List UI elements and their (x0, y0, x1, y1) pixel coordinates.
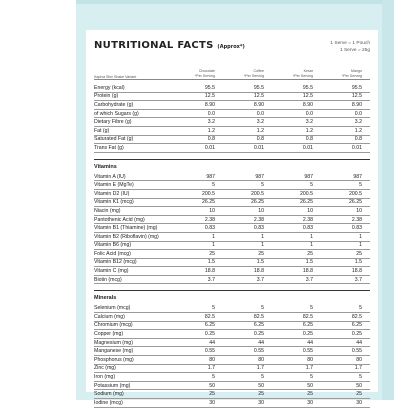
nutrient-label: Niacin (mg) (94, 207, 121, 214)
nutrient-value: 18.8 (204, 268, 215, 275)
nutrient-value: 0.8 (256, 136, 264, 143)
nutrient-label: Folic Acid (mcg) (94, 250, 131, 257)
column-name: Coffee (253, 69, 264, 74)
nutrient-value: 1 (261, 242, 264, 249)
nutrient-value: 2.38 (253, 216, 264, 223)
nutrient-value: 0.0 (207, 110, 215, 117)
nutrient-value: 0.25 (302, 331, 313, 338)
nutrient-label: Pantothenic Acid (mg) (94, 216, 145, 223)
nutrient-value: 3.2 (256, 119, 264, 126)
table-row (94, 93, 370, 102)
column-header-row (94, 62, 370, 80)
nutrient-value: 50 (258, 382, 264, 389)
nutrient-label: Calcium (mg) (94, 313, 125, 320)
nutrient-value: 0.55 (253, 348, 264, 355)
nutrient-label: Selenium (mcg) (94, 305, 131, 312)
nutrient-value: 50 (356, 382, 362, 389)
nutrient-label: Vitamin E (MgTe) (94, 182, 134, 189)
nutrient-value: 50 (209, 382, 215, 389)
nutrient-label: Phosphorus (mg) (94, 356, 134, 363)
nutrient-label: Manganese (mg) (94, 348, 134, 355)
nutrient-value: 8.90 (302, 101, 313, 108)
nutrition-title (94, 40, 245, 51)
nutrient-value: 0.8 (207, 136, 215, 143)
title-note: (Approx*) (217, 44, 245, 50)
nutrient-value: 12.5 (302, 93, 313, 100)
nutrient-value: 0.55 (351, 348, 362, 355)
column-sub: *Per Serving (243, 73, 264, 78)
column-header-2 (215, 69, 264, 79)
nutrient-value: 95.5 (302, 84, 313, 91)
table-row (94, 173, 370, 182)
nutrient-value: 0.25 (204, 331, 215, 338)
table-row (94, 259, 370, 268)
nutrient-value: 3.2 (207, 119, 215, 126)
table-row (94, 390, 370, 399)
nutrient-value: 50 (307, 382, 313, 389)
column-header-4 (313, 69, 362, 79)
nutrient-value: 25 (356, 391, 362, 398)
title-text: NUTRITIONAL FACTS (94, 40, 214, 51)
nutrient-value: 44 (258, 339, 264, 346)
nutrient-label: Carbohydrate (g) (94, 101, 134, 108)
nutrient-value: 10 (258, 207, 264, 214)
nutrient-value: 95.5 (351, 84, 362, 91)
nutrient-label: Zinc (mg) (94, 365, 116, 372)
nutrient-value: 1.2 (207, 127, 215, 134)
package-top-edge (76, 0, 394, 4)
nutrient-label: Energy (kcal) (94, 84, 125, 91)
table-row (94, 330, 370, 339)
nutrient-value: 0.0 (305, 110, 313, 117)
nutrient-label: Magnesium (mg) (94, 339, 133, 346)
nutrient-label: Dietary Fibre (g) (94, 119, 132, 126)
column-name: Kesar (303, 69, 313, 74)
nutrient-value: 6.25 (351, 322, 362, 329)
nutrient-label: Chromium (mcg) (94, 322, 133, 329)
nutrient-value: 6.25 (204, 322, 215, 329)
table-row (94, 136, 370, 145)
table-row (94, 322, 370, 331)
nutrient-value: 0.01 (204, 144, 215, 151)
table-row (94, 250, 370, 259)
nutrient-value: 3.2 (305, 119, 313, 126)
nutrient-label: Vitamin K1 (mcg) (94, 199, 134, 206)
nutrient-label: Vitamin B1 (Thiamine) (mg) (94, 225, 158, 232)
nutrient-value: 82.5 (253, 313, 264, 320)
nutrient-value: 1.7 (354, 365, 362, 372)
table-row (94, 118, 370, 127)
nutrient-value: 5 (359, 305, 362, 312)
nutrient-value: 8.90 (253, 101, 264, 108)
column-sub: *Per Serving (194, 73, 215, 78)
nutrient-value: 82.5 (351, 313, 362, 320)
nutrient-value: 1 (310, 233, 313, 240)
serving-info (330, 40, 370, 54)
minerals-table (94, 304, 370, 407)
nutrient-label: Vitamin A (IU) (94, 173, 126, 180)
nutrient-value: 200.5 (251, 190, 264, 197)
table-row (94, 267, 370, 276)
nutrient-value: 1.2 (305, 127, 313, 134)
nutrient-value: 0.55 (302, 348, 313, 355)
variant-label: Kapiva Slim Shake Variant (94, 75, 137, 79)
table-row (94, 101, 370, 110)
nutrient-value: 0.83 (302, 225, 313, 232)
nutrient-value: 5 (261, 374, 264, 381)
nutrient-value: 5 (310, 182, 313, 189)
table-row (94, 216, 370, 225)
nutrient-value: 0.83 (253, 225, 264, 232)
nutrient-value: 80 (209, 356, 215, 363)
nutrient-label: Biotin (mcg) (94, 276, 122, 283)
nutrient-value: 1 (310, 242, 313, 249)
column-header-3 (264, 69, 313, 79)
nutrient-value: 1 (212, 233, 215, 240)
nutrition-header (94, 40, 370, 62)
nutrient-value: 1.5 (256, 259, 264, 266)
nutrient-value: 80 (307, 356, 313, 363)
nutrient-value: 5 (212, 374, 215, 381)
nutrient-value: 0.55 (204, 348, 215, 355)
nutrient-value: 1.2 (354, 127, 362, 134)
nutrient-value: 0.0 (354, 110, 362, 117)
nutrient-value: 0.83 (204, 225, 215, 232)
nutrient-value: 26.25 (202, 199, 215, 206)
table-row (94, 399, 370, 408)
nutrient-label: Saturated Fat (g) (94, 136, 134, 143)
nutrient-value: 2.38 (204, 216, 215, 223)
nutrient-label: Vitamin B6 (mg) (94, 242, 132, 249)
table-row (94, 304, 370, 313)
nutrient-value: 6.25 (302, 322, 313, 329)
table-row (94, 347, 370, 356)
vitamins-table (94, 173, 370, 285)
nutrient-value: 1 (359, 242, 362, 249)
nutrient-label: Fat (g) (94, 127, 110, 134)
nutrient-value: 30 (209, 399, 215, 406)
nutrient-value: 10 (356, 207, 362, 214)
nutrient-value: 25 (209, 391, 215, 398)
nutrient-label: Trans Fat (g) (94, 144, 124, 151)
nutrient-value: 5 (212, 305, 215, 312)
nutrient-value: 5 (359, 374, 362, 381)
nutrient-value: 12.5 (204, 93, 215, 100)
nutrient-value: 987 (304, 173, 313, 180)
nutrient-value: 0.0 (256, 110, 264, 117)
nutrient-value: 0.25 (253, 331, 264, 338)
nutrient-value: 95.5 (253, 84, 264, 91)
nutrient-value: 1.2 (256, 127, 264, 134)
nutrient-label: Vitamin B12 (mcg) (94, 259, 137, 266)
general-nutrients-table (94, 84, 370, 153)
nutrient-label: Iron (mg) (94, 374, 116, 381)
nutrient-value: 0.83 (351, 225, 362, 232)
nutrient-value: 18.8 (253, 268, 264, 275)
nutrient-value: 200.5 (300, 190, 313, 197)
nutrient-value: 1.5 (207, 259, 215, 266)
nutrient-value: 0.8 (305, 136, 313, 143)
nutrient-value: 12.5 (253, 93, 264, 100)
nutrient-value: 5 (212, 182, 215, 189)
nutrient-value: 200.5 (202, 190, 215, 197)
table-row (94, 242, 370, 251)
table-row (94, 382, 370, 391)
nutrient-value: 3.2 (354, 119, 362, 126)
nutrient-value: 1.5 (354, 259, 362, 266)
nutrient-value: 1 (261, 233, 264, 240)
table-row (94, 313, 370, 322)
nutrient-value: 0.25 (351, 331, 362, 338)
nutrient-label: Sodium (mg) (94, 391, 124, 398)
nutrient-value: 8.90 (351, 101, 362, 108)
nutrient-value: 26.25 (349, 199, 362, 206)
nutrient-value: 12.5 (351, 93, 362, 100)
table-row (94, 110, 370, 119)
table-row (94, 356, 370, 365)
table-row (94, 144, 370, 153)
nutrient-value: 10 (209, 207, 215, 214)
column-name: Chocolate (198, 69, 215, 74)
nutrient-value: 30 (356, 399, 362, 406)
nutrient-value: 30 (258, 399, 264, 406)
nutrient-value: 5 (359, 182, 362, 189)
nutrient-value: 5 (310, 305, 313, 312)
nutrient-label: Vitamin B2 (Riboflavin) (mg) (94, 233, 159, 240)
nutrient-value: 987 (255, 173, 264, 180)
nutrient-label: Vitamin C (mg) (94, 268, 129, 275)
table-row (94, 84, 370, 93)
nutrient-label: of which Sugars (g) (94, 110, 139, 117)
nutrient-label: Vitamin D2 (IU) (94, 190, 130, 197)
table-row (94, 224, 370, 233)
nutrient-label: Potassium (mg) (94, 382, 131, 389)
nutrient-value: 18.8 (351, 268, 362, 275)
table-row (94, 127, 370, 136)
table-row (94, 190, 370, 199)
table-row (94, 199, 370, 208)
nutrient-value: 44 (307, 339, 313, 346)
nutrient-value: 25 (307, 250, 313, 257)
nutrient-value: 5 (310, 374, 313, 381)
nutrient-value: 10 (307, 207, 313, 214)
package-side (382, 0, 394, 400)
nutrient-value: 26.25 (251, 199, 264, 206)
nutrient-value: 6.25 (253, 322, 264, 329)
nutrient-label: Iodine (mcg) (94, 399, 123, 406)
nutrient-value: 5 (261, 182, 264, 189)
nutrient-value: 95.5 (204, 84, 215, 91)
nutrient-value: 1.7 (256, 365, 264, 372)
nutrient-value: 2.38 (302, 216, 313, 223)
nutrient-value: 3.7 (305, 276, 313, 283)
nutrient-value: 25 (258, 391, 264, 398)
table-row (94, 365, 370, 374)
column-sub: *Per Serving (292, 73, 313, 78)
table-row (94, 233, 370, 242)
nutrient-value: 0.01 (253, 144, 264, 151)
nutrient-value: 26.25 (300, 199, 313, 206)
nutrient-value: 0.01 (351, 144, 362, 151)
nutrient-value: 0.01 (302, 144, 313, 151)
nutrient-value: 25 (258, 250, 264, 257)
nutrient-value: 8.90 (204, 101, 215, 108)
serving-line-2: 1 Serve = 25g (339, 48, 370, 53)
nutrient-value: 987 (206, 173, 215, 180)
nutrient-value: 0.8 (354, 136, 362, 143)
column-name: Mango (351, 69, 362, 74)
nutrient-value: 1 (359, 233, 362, 240)
nutrient-value: 25 (356, 250, 362, 257)
nutrient-label: Copper (mg) (94, 331, 124, 338)
nutrient-value: 44 (209, 339, 215, 346)
vitamins-heading: Vitamins (94, 163, 117, 170)
nutrient-value: 3.7 (207, 276, 215, 283)
column-sub: *Per Serving (341, 73, 362, 78)
nutrient-value: 25 (307, 391, 313, 398)
nutrient-label: Protein (g) (94, 93, 119, 100)
nutrient-value: 1.7 (207, 365, 215, 372)
nutrient-value: 82.5 (204, 313, 215, 320)
nutrient-value: 44 (356, 339, 362, 346)
nutrition-panel (86, 30, 378, 406)
nutrient-value: 18.8 (302, 268, 313, 275)
nutrient-value: 1 (212, 242, 215, 249)
nutrient-value: 3.7 (256, 276, 264, 283)
nutrient-value: 987 (353, 173, 362, 180)
minerals-heading: Minerals (94, 295, 117, 302)
nutrient-value: 200.5 (349, 190, 362, 197)
column-header-1 (166, 69, 215, 79)
nutrient-value: 3.7 (354, 276, 362, 283)
table-row (94, 339, 370, 348)
nutrient-value: 25 (209, 250, 215, 257)
nutrient-value: 2.38 (351, 216, 362, 223)
nutrient-value: 82.5 (302, 313, 313, 320)
table-row (94, 373, 370, 382)
nutrient-value: 80 (356, 356, 362, 363)
nutrient-value: 80 (258, 356, 264, 363)
nutrient-value: 1.7 (305, 365, 313, 372)
table-row (94, 276, 370, 285)
table-row (94, 181, 370, 190)
nutrient-value: 30 (307, 399, 313, 406)
nutrient-value: 5 (261, 305, 264, 312)
serving-line-1: 1 Serve = 1 Pouch (330, 41, 370, 46)
table-row (94, 207, 370, 216)
nutrient-value: 1.5 (305, 259, 313, 266)
